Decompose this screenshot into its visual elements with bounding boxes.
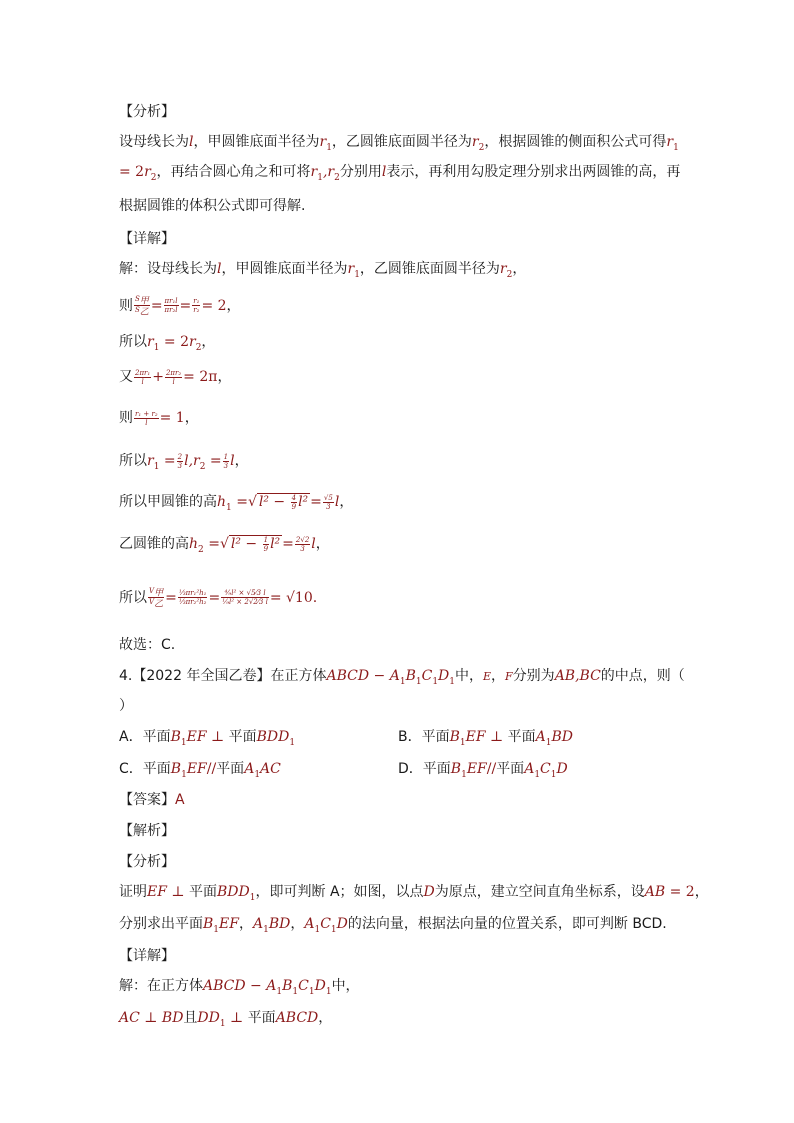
option-b[interactable]: B．平面$B_1EF$ ⊥ 平面$A_1BD$ — [398, 729, 574, 748]
solution-line-1: 解：设母线长为l，甲圆锥底面半径为$r_1$，乙圆锥底面圆半径为$r_2$， — [119, 261, 527, 280]
solution-2-line-2: AC ⊥ BD且$DD_1$ ⊥ 平面ABCD， — [119, 1010, 333, 1029]
jiexi-heading: 【解析】 — [119, 823, 175, 839]
answer-line: 【答案】A — [119, 792, 185, 808]
problem-4-stem-close: ） — [119, 698, 133, 714]
analysis-2-line-2: 分别求出平面$B_1EF$，$A_1BD$，$A_1C_1D$的法向量，根据法向量的位置关系，即可判断 BCD. — [119, 916, 667, 935]
solution-line-5: 则 $\frac{\text{r₁ + r₂}}{l}$ = 1， — [119, 409, 199, 427]
solution-line-8: 乙圆锥的高$h_2$ =√ l² − $\frac{1}{9}$ l² = $\frac{2√2}{3}$ l， — [119, 535, 330, 555]
analysis-heading-2: 【分析】 — [119, 854, 175, 870]
text: 设母线长为 — [119, 134, 189, 150]
solution-line-6: 所以$r_1$ = $\frac{2}{3}$ $l,r_2$ = $\frac{1}{3}$ l， — [119, 452, 249, 472]
solution-line-3: 所以$r_1 = 2r_2$， — [119, 334, 216, 353]
solution-line-2: 则 $\frac{S_甲}{S_乙}$ = $\frac{\text{πr₁l}}{\text{πr₂l}}$ = $\frac{\text{r₁}}{\text{r₂}}$ = 2， — [119, 295, 241, 318]
text: 表示，再利用勾股定理分别求出两圆锥的高，再 — [386, 164, 681, 180]
text: ，乙圆锥底面圆半径为 — [331, 134, 472, 150]
detail-heading: 【详解】 — [119, 231, 175, 247]
text: ，根据圆锥的侧面积公式可得 — [484, 134, 667, 150]
solution-line-7: 所以甲圆锥的高$h_1$ =√ l² − $\frac{4}{9}$ l² = $\frac{√5}{3}$ l， — [119, 493, 354, 513]
analysis-line-2: = $2r_2$，再结合圆心角之和可将$r_1,r_2$分别用l表示，再利用勾股定理分别求出两圆锥的高，再 — [119, 164, 681, 183]
option-c[interactable]: C．平面$B_1EF//$平面$A_1AC$ — [119, 761, 281, 780]
text: 分别用 — [339, 164, 382, 180]
analysis-heading: 【分析】 — [119, 104, 175, 120]
detail-heading-2: 【详解】 — [119, 948, 175, 964]
text: ，甲圆锥底面半径为 — [193, 134, 320, 150]
text: ，再结合圆心角之和可将 — [156, 164, 311, 180]
option-a[interactable]: A．平面$B_1EF$ ⊥ 平面$BDD_1$ — [119, 729, 296, 748]
solution-line-4: 又 $\frac{\text{2πr₁}}{l}$ + $\frac{\text{2πr₂}}{l}$ = 2π， — [119, 368, 232, 386]
solution-line-9: 所以 $\frac{V_甲}{V_乙}$ = $\frac{\text{⅓πr₁²h₁}}{\text{⅓πr₂²h₂}}$ = $\frac{\text{⁴⁄₉l² × √5⁄3 l}}{\text{¹⁄₉l² × 2√2⁄3 l}}$ = √10. — [119, 587, 318, 610]
analysis-line-1: 设母线长为l，甲圆锥底面半径为$r_1$，乙圆锥底面圆半径为$r_2$，根据圆锥的侧面积公式可得$r_1$ — [119, 134, 679, 153]
option-d[interactable]: D．平面$B_1EF//$平面$A_1C_1D$ — [398, 761, 568, 780]
answer-choice: 故选：C. — [119, 637, 176, 653]
problem-4-stem: 4.【2022 年全国乙卷】在正方体ABCD − $A_1B_1C_1D_1$中，E，F分别为AB,BC的中点，则（ — [119, 668, 685, 687]
solution-2-line-1: 解：在正方体ABCD − $A_1B_1C_1D_1$中， — [119, 978, 360, 997]
analysis-line-3: 根据圆锥的体积公式即可得解. — [119, 198, 306, 214]
analysis-2-line-1: 证明EF ⊥ 平面$BDD_1$，即可判断 A；如图，以点D为原点，建立空间直角坐标系，设AB = 2， — [119, 884, 709, 903]
